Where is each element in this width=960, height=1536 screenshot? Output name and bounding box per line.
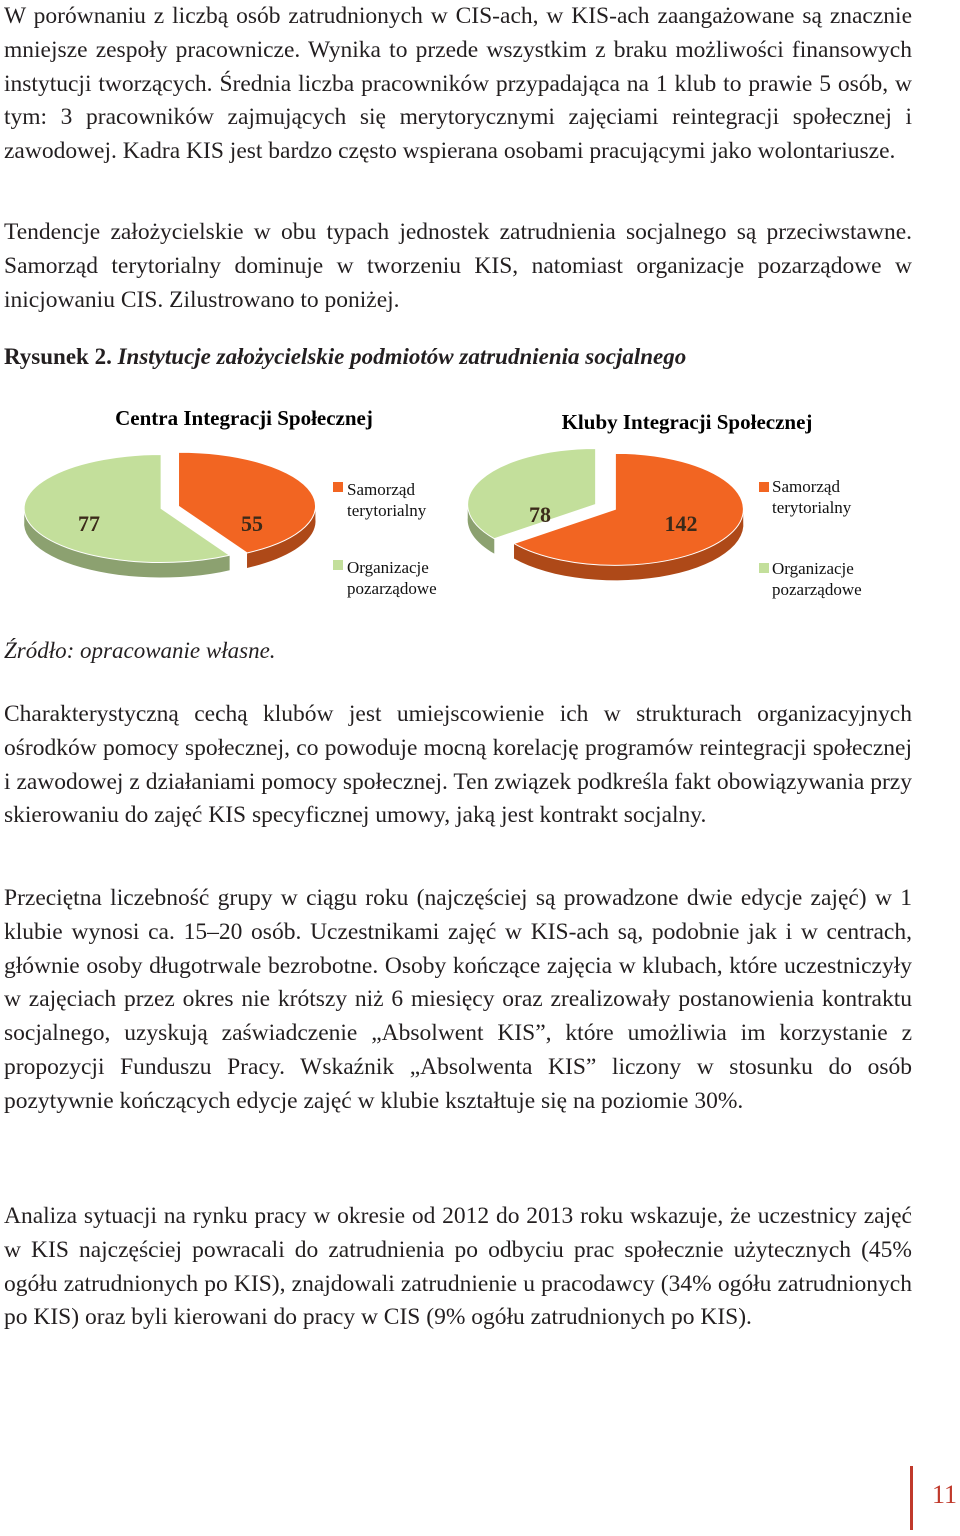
paragraph-2: Tendencje założycielskie w obu typach jednostek zatrudnienia socjalnego są przeciwstawne. Samorząd terytorialny dominuje w tworzeniu KIS, natomiast organizacje pozarządowe w inicjowaniu CIS. Zilustrowano to poniżej. [4, 219, 912, 313]
paragraph-5: Analiza sytuacji na rynku pracy w okresie od 2012 do 2013 roku wskazuje, że uczestnicy zajęć w KIS najczęściej powracali do zatrudnienia po odbyciu prac społecznie użytecznych (45% ogółu zatrudnionych po KIS), znajdowali zatrudnienie u pracodawcy (34% ogółu zatrudnionych po KIS) oraz byli kierowani do pracy w CIS (9% ogółu zatrudnionych po KIS). [4, 1203, 912, 1331]
chart-1-legend-organizacje-line2: pozarządowe [347, 579, 437, 598]
page-number: 11 [932, 1480, 958, 1509]
chart-2-legend-organizacje-line2: pozarządowe [772, 580, 862, 599]
paragraph-3: Charakterystyczną cechą klubów jest umiejscowienie ich w strukturach organizacyjnych ośrodków pomocy społecznej, co powoduje mocną korelację programów reintegracji społecznej i zawodowej z działaniami pomocy społecznej. Ten związek podkreśla fakt obowiązywania przy skierowaniu do zajęć KIS specyficznej umowy, jaką jest kontrakt socjalny. [4, 701, 912, 829]
chart-1-pie [24, 452, 315, 577]
paragraph-1: W porównaniu z liczbą osób zatrudnionych w CIS-ach, w KIS-ach zaangażowane są znacznie mniejsze zespoły pracownicze. Wynika to przede wszystkim z braku możliwości finansowych instytucji tworzących. Średnia liczba pracowników przypadająca na 1 klub to prawie 5 osób, w tym: 3 pracowników zajmujących się merytorycznymi zajęciami reintegracji społecznej i zawodowej. Kadra KIS jest bardzo często wspierana osobami pracującymi jako wolontariusze. [4, 3, 912, 165]
chart-2-legend-organizacje [772, 559, 862, 599]
figure-label: Rysunek 2. [4, 344, 112, 369]
page-number-rule [910, 1466, 913, 1530]
chart-2-legend-samorzad-line2: terytorialny [772, 498, 852, 517]
pie-charts [0, 400, 960, 626]
chart-2-data-label-1: 78 [529, 502, 551, 527]
chart-2-legend-organizacje-line1: Organizacje [772, 559, 854, 578]
chart-2-pie [468, 448, 744, 580]
chart-2-data-label-0: 142 [664, 511, 698, 536]
chart-1-data-label-0: 55 [241, 511, 263, 536]
chart-1-legend-swatch-organizacje [333, 560, 343, 570]
paragraph-4: Przeciętna liczebność grupy w ciągu roku (najczęściej są prowadzone dwie edycje zajęć) w 1 klubie wynosi ca. 15–20 osób. Uczestnikami zajęć w KIS-ach są, podobnie jak i w centrach, głównie osoby długotrwale bezrobotne. Osoby kończące zajęcia w klubach, które uczestniczyły w zajęciach przez okres nie krótszy niż 6 miesięcy oraz zrealizowały postanowienia kontraktu socjalnego, uzyskują zaświadczenie „Absolwent KIS”, które umożliwia im korzystanie z propozycji Funduszu Pracy. Wskaźnik „Absolwenta KIS” liczony w stosunku do osób pozytywnie kończących edycje zajęć w klubie kształtuje się na poziomie 30%. [4, 885, 912, 1114]
chart-2-legend-samorzad-line1: Samorząd [772, 477, 840, 496]
chart-2-legend-swatch-samorzad [759, 482, 769, 492]
chart-1-data-label-1: 77 [78, 511, 100, 536]
figure-caption [4, 344, 686, 370]
figure-source: Źródło: opracowanie własne. [4, 638, 276, 663]
chart-1-title: Centra Integracji Społecznej [115, 406, 373, 430]
chart-1-legend-organizacje-line1: Organizacje [347, 558, 429, 577]
chart-1-legend-swatch-samorzad [333, 482, 343, 492]
chart-1-legend-organizacje [347, 558, 437, 598]
chart-1-legend-samorzad-line2: terytorialny [347, 501, 427, 520]
figure-title: Instytucje założycielskie podmiotów zatrudnienia socjalnego [117, 344, 687, 369]
chart-2-legend-swatch-organizacje [759, 563, 769, 573]
chart-2-legend-samorzad [772, 477, 852, 517]
chart-1-legend-samorzad-line1: Samorząd [347, 480, 415, 499]
chart-2-title: Kluby Integracji Społecznej [561, 410, 813, 434]
chart-1-legend-samorzad [347, 480, 427, 520]
